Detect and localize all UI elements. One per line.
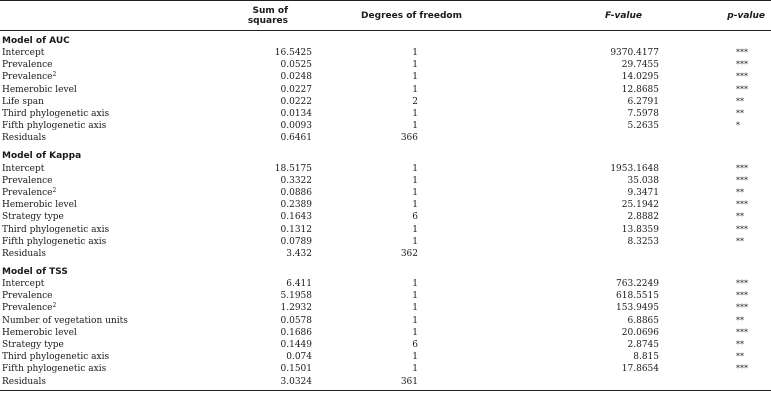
cell-degrees-of-freedom: 2 (412, 96, 418, 107)
term-label: Life span (2, 96, 44, 107)
cell-f-value: 618.5515 (616, 291, 659, 302)
table-header (0, 1, 771, 31)
term-label: Intercept (2, 48, 45, 59)
cell-p-value: ** (736, 96, 744, 106)
cell-sum-of-squares: 5.1958 (280, 291, 312, 302)
cell-term (0, 175, 222, 187)
cell-p-value: * (736, 121, 740, 131)
cell-term (0, 211, 222, 223)
cell-p-value: *** (736, 303, 748, 313)
model-section-title: Model of TSS (2, 266, 68, 277)
cell-p-value: *** (736, 163, 748, 173)
cell-sum-of-squares: 16.5425 (274, 48, 312, 59)
cell-p-value: *** (736, 327, 748, 337)
cell-sum-of-squares: 0.2389 (280, 200, 312, 211)
cell-sum-of-squares: 0.1501 (280, 364, 312, 375)
term-label: Hemerobic level (2, 84, 77, 95)
cell-f-value: 7.5978 (627, 109, 659, 120)
term-label: Prevalence (2, 175, 53, 186)
table-row (0, 363, 771, 375)
header-p-value-label: p-value (727, 10, 765, 21)
cell-term (0, 132, 222, 144)
table-row (0, 327, 771, 339)
table-row (0, 71, 771, 83)
cell-term (0, 248, 222, 260)
cell-p-value (692, 248, 771, 260)
model-section-title: Model of AUC (2, 35, 70, 46)
cell-degrees-of-freedom: 366 (400, 133, 418, 144)
cell-term (0, 339, 222, 351)
cell-f-value: 25.1942 (621, 200, 659, 211)
term-label: Residuals (2, 376, 47, 387)
term-label: Third phylogenetic axis (2, 109, 110, 120)
cell-degrees-of-freedom: 6 (412, 340, 418, 351)
cell-p-value: *** (736, 72, 748, 82)
cell-term (0, 108, 222, 120)
model-section-title: Model of Kappa (2, 151, 82, 161)
cell-term (0, 315, 222, 327)
cell-degrees-of-freedom: 362 (400, 248, 418, 259)
term-label: Third phylogenetic axis (2, 224, 110, 235)
cell-p-value: *** (736, 291, 748, 301)
table-row (0, 376, 771, 391)
cell-sum-of-squares: 0.0093 (280, 121, 312, 132)
cell-degrees-of-freedom: 1 (412, 187, 418, 198)
cell-sum-of-squares: 18.5175 (274, 163, 312, 174)
header-f-value-label: F-value (605, 10, 642, 21)
cell-sum-of-squares: 0.0227 (280, 84, 312, 95)
cell-term (0, 327, 222, 339)
cell-term (0, 59, 222, 71)
cell-sum-of-squares: 3.432 (286, 248, 312, 259)
cell-f-value (492, 248, 692, 260)
table-row (0, 290, 771, 302)
term-label: Prevalence (2, 187, 53, 198)
model-section-title-row (0, 31, 771, 48)
cell-degrees-of-freedom: 1 (412, 315, 418, 326)
cell-f-value: 6.8865 (627, 315, 659, 326)
cell-sum-of-squares: 0.0525 (280, 60, 312, 71)
term-label: Fifth phylogenetic axis (2, 364, 107, 375)
table-row (0, 211, 771, 223)
table-row (0, 351, 771, 363)
cell-term (0, 120, 222, 132)
cell-p-value: ** (736, 340, 744, 350)
cell-p-value: *** (736, 364, 748, 374)
table-row (0, 132, 771, 144)
term-label: Hemerobic level (2, 327, 77, 338)
cell-f-value: 5.2635 (627, 121, 659, 132)
cell-degrees-of-freedom: 1 (412, 224, 418, 235)
cell-p-value: *** (736, 200, 748, 210)
cell-term (0, 187, 222, 199)
table-row (0, 315, 771, 327)
cell-p-value: ** (736, 109, 744, 119)
cell-degrees-of-freedom: 1 (412, 352, 418, 363)
cell-degrees-of-freedom: 1 (412, 163, 418, 174)
cell-f-value: 763.2249 (616, 279, 659, 290)
cell-degrees-of-freedom: 1 (412, 364, 418, 375)
table-row (0, 120, 771, 132)
term-label: Prevalence (2, 60, 53, 71)
table-row (0, 96, 771, 108)
term-label: Prevalence (2, 72, 53, 83)
term-label: Strategy type (2, 340, 64, 351)
table-row (0, 278, 771, 290)
cell-f-value: 1953.1648 (610, 163, 659, 174)
cell-f-value: 20.0696 (621, 327, 659, 338)
table-row (0, 339, 771, 351)
term-label: Number of vegetation units (2, 315, 128, 326)
table-row (0, 47, 771, 59)
cell-degrees-of-freedom: 1 (412, 279, 418, 290)
cell-sum-of-squares: 1.2932 (280, 303, 312, 314)
cell-term (0, 96, 222, 108)
cell-degrees-of-freedom: 1 (412, 48, 418, 59)
cell-degrees-of-freedom: 1 (412, 327, 418, 338)
cell-p-value: *** (736, 279, 748, 289)
cell-sum-of-squares: 0.074 (286, 352, 312, 363)
cell-term (0, 290, 222, 302)
table-row (0, 199, 771, 211)
header-degrees-of-freedom: Degrees of freedom (312, 1, 492, 31)
cell-degrees-of-freedom: 1 (412, 303, 418, 314)
cell-degrees-of-freedom: 1 (412, 121, 418, 132)
term-label: Residuals (2, 133, 47, 144)
cell-sum-of-squares: 0.0886 (280, 187, 312, 198)
cell-f-value: 9.3471 (627, 187, 659, 198)
cell-term (0, 47, 222, 59)
cell-f-value (492, 376, 692, 391)
cell-term (0, 363, 222, 375)
header-f-value (492, 1, 692, 31)
cell-sum-of-squares: 0.0578 (280, 315, 312, 326)
table-row (0, 163, 771, 175)
cell-sum-of-squares: 0.0789 (280, 236, 312, 247)
table-row (0, 108, 771, 120)
cell-term (0, 376, 222, 391)
cell-term (0, 199, 222, 211)
cell-sum-of-squares: 0.0248 (280, 72, 312, 83)
term-label: Residuals (2, 248, 47, 259)
term-label: Intercept (2, 163, 45, 174)
term-label: Prevalence (2, 303, 53, 314)
cell-p-value: *** (736, 60, 748, 70)
term-label: Fifth phylogenetic axis (2, 121, 107, 132)
cell-f-value: 8.815 (633, 352, 659, 363)
cell-p-value: *** (736, 84, 748, 94)
cell-term (0, 71, 222, 83)
cell-sum-of-squares: 0.0134 (280, 109, 312, 120)
term-superscript: 2 (52, 302, 57, 310)
cell-p-value: *** (736, 224, 748, 234)
cell-f-value: 12.8685 (621, 84, 659, 95)
term-label: Prevalence (2, 291, 53, 302)
cell-f-value: 35.038 (627, 175, 659, 186)
cell-degrees-of-freedom: 361 (312, 376, 492, 391)
cell-f-value: 2.8882 (627, 212, 659, 223)
cell-f-value: 9370.4177 (610, 48, 659, 59)
header-p-value (692, 1, 771, 31)
term-label: Strategy type (2, 212, 64, 223)
cell-degrees-of-freedom: 1 (412, 175, 418, 186)
cell-f-value (492, 132, 692, 144)
header-sum-of-squares: Sum of squares (222, 1, 312, 31)
table-row (0, 223, 771, 235)
cell-p-value: ** (736, 315, 744, 325)
cell-term (0, 236, 222, 248)
table-row (0, 236, 771, 248)
cell-degrees-of-freedom: 1 (412, 291, 418, 302)
term-label: Hemerobic level (2, 200, 77, 211)
cell-degrees-of-freedom: 1 (412, 60, 418, 71)
cell-sum-of-squares: 0.3322 (280, 175, 312, 186)
cell-sum-of-squares: 0.1449 (280, 340, 312, 351)
term-superscript: 2 (52, 186, 57, 194)
cell-f-value: 29.7455 (621, 60, 659, 71)
cell-p-value: ** (736, 352, 744, 362)
cell-f-value: 153.9495 (616, 303, 659, 314)
cell-term (0, 163, 222, 175)
cell-degrees-of-freedom: 1 (412, 200, 418, 211)
model-section-title-row (0, 260, 771, 278)
term-superscript: 2 (52, 71, 57, 79)
cell-sum-of-squares: 0.1686 (280, 327, 312, 338)
cell-sum-of-squares: 0.0222 (280, 96, 312, 107)
cell-term (0, 302, 222, 314)
cell-degrees-of-freedom: 6 (412, 212, 418, 223)
cell-p-value: ** (736, 212, 744, 222)
cell-f-value: 14.0295 (621, 72, 659, 83)
header-term (0, 1, 222, 31)
cell-sum-of-squares: 0.6461 (280, 133, 312, 144)
cell-term (0, 351, 222, 363)
cell-degrees-of-freedom: 1 (412, 109, 418, 120)
term-label: Intercept (2, 279, 45, 290)
cell-degrees-of-freedom: 1 (412, 84, 418, 95)
cell-sum-of-squares: 0.1643 (280, 212, 312, 223)
cell-f-value: 13.8359 (621, 224, 659, 235)
cell-f-value: 17.8654 (621, 364, 659, 375)
cell-p-value (692, 132, 771, 144)
cell-term (0, 223, 222, 235)
cell-f-value: 8.3253 (627, 236, 659, 247)
cell-term (0, 278, 222, 290)
cell-p-value: *** (736, 48, 748, 58)
cell-f-value: 2.8745 (627, 340, 659, 351)
table-row (0, 248, 771, 260)
term-label: Fifth phylogenetic axis (2, 236, 107, 247)
header-row (0, 1, 771, 31)
cell-degrees-of-freedom: 1 (412, 72, 418, 83)
cell-p-value: *** (736, 175, 748, 185)
table-row (0, 187, 771, 199)
table-row (0, 84, 771, 96)
table-row (0, 302, 771, 314)
cell-p-value (692, 376, 771, 391)
table-body (0, 31, 771, 391)
model-section-title-row (0, 145, 771, 163)
cell-p-value: ** (736, 236, 744, 246)
cell-f-value: 6.2791 (627, 96, 659, 107)
term-label: Third phylogenetic axis (2, 352, 110, 363)
table-row (0, 59, 771, 71)
cell-degrees-of-freedom: 1 (412, 236, 418, 247)
cell-sum-of-squares: 0.1312 (280, 224, 312, 235)
table-row (0, 175, 771, 187)
cell-sum-of-squares: 6.411 (286, 279, 312, 290)
cell-sum-of-squares: 3.0324 (222, 376, 312, 391)
cell-p-value: ** (736, 187, 744, 197)
cell-term (0, 84, 222, 96)
